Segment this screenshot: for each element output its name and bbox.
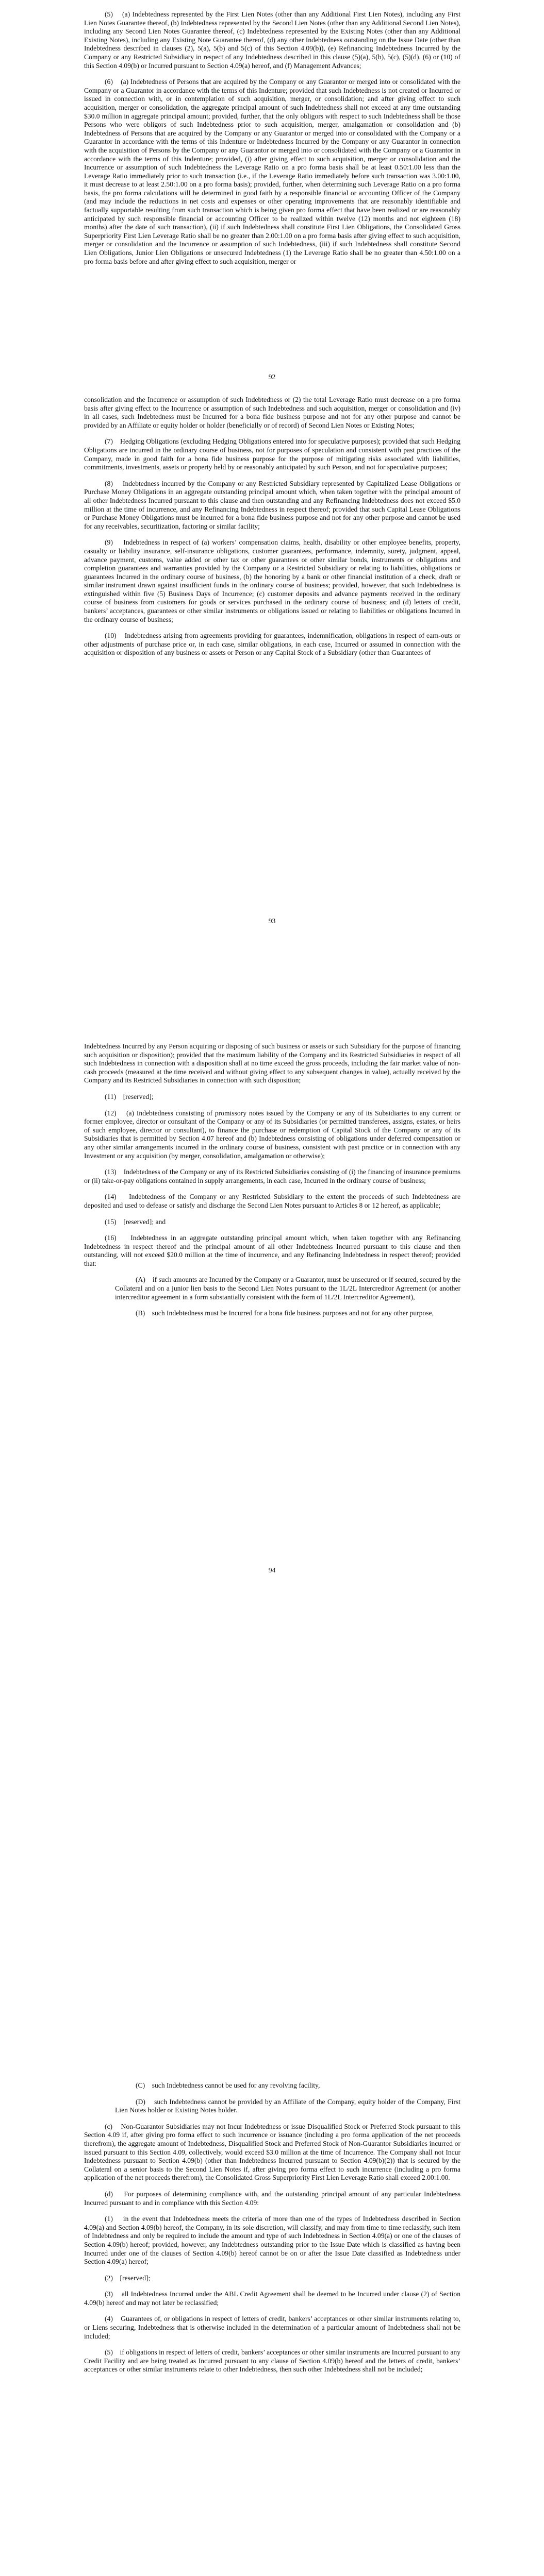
paragraph-d-2: (2) [reserved]; xyxy=(105,2274,151,2282)
paragraph-12: (12) (a) Indebtedness consisting of promissory notes issued by the Company or any of its Subsidiaries to any current or former employee, director or consultant of the Company or any of its Subsidiaries (or permitted transferees, assigns, estates, or heirs of such employee, director or consultant), to finance the purchase or redemption of Capital Stock of the Company or any of its Subsidiaries that is permitted by Section 4.07 hereof and (b) Indebtedness consisting of obligations under deferred compensation or any other similar arrangements incurred in the ordinary course of business, consistent with past practice or in connection with any Investment or any acquisition (by merger, consolidation, amalgamation or otherwise); xyxy=(84,1109,460,1160)
page-body xyxy=(84,396,460,665)
paragraph-9: (9) Indebtedness in respect of (a) workers’ compensation claims, health, disability or other employee benefits, property, casualty or liability insurance, self-insurance obligations, customer guarantees, performance, indemnity, surety, judgment, appeal, advance payment, customs, value added or other tax or other guarantees or other similar bonds, instruments or obligations and completion guarantees and warranties provided by the Company or a Restricted Subsidiary or relating to liabilities, obligations or guarantees Incurred in the ordinary course of business, (b) the honoring by a bank or other financial institution of a check, draft or similar instrument drawn against insufficient funds in the ordinary course of business; provided, however, that such Indebtedness is extinguished within five (5) Business Days of Incurrence; (c) customer deposits and advance payments received in the ordinary course of business from customers for goods or services purchased in the ordinary course of business; and (d) letters of credit, bankers’ acceptances, guarantees or other similar instruments or obligations issued or relating to liabilities or obligations Incurred in the ordinary course of business; xyxy=(84,538,460,623)
paragraph-10: (10) Indebtedness arising from agreements providing for guarantees, indemnification, obligations in respect of earn-outs or other adjustments of purchase price or, in each case, similar obligations, in each case, Incurred or assumed in connection with the acquisition or disposition of any business or assets or Person or any Capital Stock of a Subsidiary (other than Guarantees of xyxy=(84,632,460,657)
page-body xyxy=(84,1042,460,1326)
page-body xyxy=(84,10,460,274)
paragraph-7: (7) Hedging Obligations (excluding Hedging Obligations entered into for speculative purposes); provided that such Hedging Obligations are incurred in the ordinary course of business, not for purposes of speculation and consistent with past practices of the Company, made in good faith for a bona fide business purpose for the purpose of mitigating risks associated with liabilities, commitments, investments, assets or property held by or reasonably anticipated by such Person, and not for speculative purposes; xyxy=(84,437,460,471)
paragraph-d-1: (1) in the event that Indebtedness meets the criteria of more than one of the types of Indebtedness described in Section 4.09(a) and Section 4.09(b) hereof, the Company, in its sole discretion, will classify, and may from time to time reclassify, such item of Indebtedness and only be required to include the amount and type of such Indebtedness in Section 4.09(a) or one of the clauses of Section 4.09(b) hereof; provided, however, any Indebtedness outstanding prior to the Issue Date which is classified as having been Incurred under one of the clauses of Section 4.09(b) hereof cannot be on or after the Issue Date classified as Indebtedness under Section 4.09(a) hereof; xyxy=(84,2215,460,2266)
paragraph-6: (6) (a) Indebtedness of Persons that are acquired by the Company or any Guarantor or merged into or consolidated with the Company or a Guarantor in accordance with the terms of this Indenture; provided that such Indebtedness is not created or Incurred or issued in connection with, or in contemplation of such acquisition, merger, or consolidation; and after giving effect to such acquisition, merger or consolidation, the aggregate principal amount of such Indebtedness shall not exceed at any time outstanding $30.0 million in aggregate principal amount; provided, further, that the only obligors with respect to such Indebtedness shall be those Persons who were obligors of such Indebtedness prior to such acquisition, merger, amalgamation or consolidation and (b) Indebtedness of Persons that are acquired by the Company or any Guarantor or merged into or consolidated with the Company or a Guarantor in accordance with the terms of this Indenture or Indebtedness Incurred by the Company or any Guarantor in connection with the acquisition of Persons by the Company or any Guarantor or merged into or consolidated with the Company or a Guarantor in accordance with the terms of this Indenture; provided, (i) after giving effect to such acquisition, merger or consolidation and the Incurrence or assumption of such Indebtedness the Leverage Ratio on a pro forma basis shall be at least 0.50:1.00 less than the Leverage Ratio immediately prior to such transaction (i.e., if the Leverage Ratio immediately before such transaction was 3.00:1.00, it must decrease to at least 2.50:1.00 on a pro forma basis); provided, further, when determining such Leverage Ratio on a pro forma basis, the pro forma calculations will be determined in good faith by a responsible financial or accounting Officer of the Company (and may include the reductions in net costs and expenses or other operating improvements that are reasonably identifiable and factually supportable resulting from such transaction which is being given pro forma effect that have been realized or are reasonably anticipated by such responsible financial or accounting Officer to be realized within twelve (12) months and not eighteen (18) months) after the date of such transaction), (ii) if such Indebtedness shall constitute First Lien Obligations, the Consolidated Gross Superpriority First Lien Leverage Ratio shall be no greater than 2.00:1.00 on a pro forma basis after giving effect to such acquisition, merger or consolidation and the Incurrence or assumption of such Indebtedness, (iii) if such Indebtedness shall constitute Second Lien Obligations, Junior Lien Obligations or unsecured Indebtedness (1) the Leverage Ratio shall be no greater than 4.50:1.00 on a pro forma basis before and after giving effect to such acquisition, merger or xyxy=(84,78,460,265)
paragraph-6-continued: consolidation and the Incurrence or assumption of such Indebtedness or (2) the total Leverage Ratio must decrease on a pro forma basis after giving effect to the Incurrence or assumption of such Indebtedness and such acquisition, merger or consolidation and (iv) in all cases, such Indebtedness must be Incurred for a bona fide business purpose and not for any other purpose and cannot be provided by an Affiliate or equity holder or holder (beneficially or of record) of Second Lien Notes or Existing Notes; xyxy=(84,396,460,429)
paragraph-d: (d) For purposes of determining compliance with, and the outstanding principal amount of any particular Indebtedness Incurred pursuant to and in compliance with this Section 4.09: xyxy=(84,2190,460,2207)
paragraph-d-3: (3) all Indebtedness Incurred under the ABL Credit Agreement shall be deemed to be Incurred under clause (2) of Section 4.09(b) hereof and may not later be reclassified; xyxy=(84,2290,460,2307)
paragraph-15: (15) [reserved]; and xyxy=(105,1217,166,1226)
paragraph-13: (13) Indebtedness of the Company or any of its Restricted Subsidiaries consisting of (i) the financing of insurance premiums or (ii) take-or-pay obligations contained in supply arrangements, in each case, Incurred in the ordinary course of business; xyxy=(84,1168,460,1184)
paragraph-8: (8) Indebtedness incurred by the Company or any Restricted Subsidiary represented by Capitalized Lease Obligations or Purchase Money Obligations in an aggregate outstanding principal amount which, when taken together with the principal amount of all other Indebtedness Incurred pursuant to this clause and then outstanding and any Refinancing Indebtedness does not exceed $5.0 million at the time of incurrence, and any Refinancing Indebtedness in respect thereof; provided that such Capital Lease Obligations or Purchase Money Obligations must be incurred for a bona fide business purpose and not for any other purpose and cannot be used for any receivables, securitization, factoring or similar facility; xyxy=(84,479,460,530)
page-number: 92 xyxy=(268,373,276,381)
paragraph-11: (11) [reserved]; xyxy=(105,1092,154,1100)
paragraph-16: (16) Indebtedness in an aggregate outstanding principal amount which, when taken together with any Refinancing Indebtedness in respect thereof and the principal amount of all other Indebtedness Incurred pursuant to this clause and then outstanding, will not exceed $20.0 million at the time of incurrence, and any Refinancing Indebtedness in respect thereof; provided that: xyxy=(84,1234,460,1267)
paragraph-5: (5) (a) Indebtedness represented by the First Lien Notes (other than any Additional First Lien Notes), including any First Lien Notes Guarantee thereof, (b) Indebtedness represented by the Second Lien Notes (other than any Additional Second Lien Notes), including any Second Lien Notes Guarantee thereof, (c) Indebtedness represented by the Existing Notes (other than any Additional Existing Notes), including any Existing Note Guarantee thereof, (d) any other Indebtedness outstanding on the Issue Date (other than Indebtedness described in clauses (2), 5(a), 5(b) and 5(c) of this Section 4.09(b)), (e) Refinancing Indebtedness Incurred by the Company or any Restricted Subsidiary in respect of any Indebtedness described in this clause (5)(a), 5(b), 5(c), (5)(d), (6) or (10) of this Section 4.09(b) or Incurred pursuant to Section 4.09(a) hereof, and (f) Management Advances; xyxy=(84,10,460,70)
paragraph-16-d: (D) such Indebtedness cannot be provided by an Affiliate of the Company, equity holder of the Company, First Lien Notes holder or Existing Notes holder. xyxy=(115,2097,460,2114)
page-94 xyxy=(0,1041,544,1744)
paragraph-d-4: (4) Guarantees of, or obligations in respect of letters of credit, bankers’ acceptances or other similar instruments relating to, or Liens securing, Indebtedness that is otherwise included in the determination of a particular amount of Indebtedness shall not be included; xyxy=(84,2315,460,2340)
page-body xyxy=(84,2081,460,2382)
paragraph-16-b: (B) such Indebtedness must be Incurred for a bona fide business purposes and not for any other purpose, xyxy=(136,1309,434,1317)
paragraph-14: (14) Indebtedness of the Company or any Restricted Subsidiary to the extent the proceeds of such Indebtedness are deposited and used to defease or satisfy and discharge the Second Lien Notes pursuant to Articles 8 or 12 hereof, as applicable; xyxy=(84,1193,460,1209)
paragraph-d-5: (5) if obligations in respect of letters of credit, bankers’ acceptances or other similar instruments are Incurred pursuant to any Credit Facility and are being treated as Incurred pursuant to any clause of Section 4.09(b) hereof and the letters of credit, bankers’ acceptances or other similar instruments relate to other Indebtedness, then such other Indebtedness shall not be included; xyxy=(84,2348,460,2374)
paragraph-16-a: (A) if such amounts are Incurred by the Company or a Guarantor, must be unsecured or if secured, secured by the Collateral and on a junior lien basis to the Second Lien Notes pursuant to the 1L/2L Intercreditor Agreement (or another intercreditor agreement in a form substantially consistent with the form of 1L/2L Intercreditor Agreement), xyxy=(115,1276,460,1301)
page-95 xyxy=(0,2081,544,2576)
paragraph-16-c: (C) such Indebtedness cannot be used for any revolving facility, xyxy=(136,2081,320,2089)
page-number: 94 xyxy=(268,1566,276,1574)
paragraph-c: (c) Non-Guarantor Subsidiaries may not Incur Indebtedness or issue Disqualified Stock or Preferred Stock pursuant to this Section 4.09 if, after giving pro forma effect to such incurrence or issuance (including a pro forma application of the net proceeds therefrom), the aggregate amount of Indebtedness, Disqualified Stock and Preferred Stock of Non-Guarantor Subsidiaries incurred or issued pursuant to this Section 4.09, collectively, would exceed $3.0 million at the time of Incurrence. The Company shall not Incur Indebtedness pursuant to Section 4.09(b) (other than Indebtedness Incurred pursuant to Section 4.09(b)(2)) that is secured by the Collateral on a senior basis to the Second Lien Notes if, after giving pro forma effect to such incurrence (including a pro forma application of the net proceeds therefrom), the Consolidated Gross Superpriority First Lien Leverage Ratio shall exceed 2.00:1.00. xyxy=(84,2122,460,2182)
page-number: 93 xyxy=(268,917,276,925)
page-93 xyxy=(0,394,544,1097)
paragraph-10-continued: Indebtedness Incurred by any Person acquiring or disposing of such business or assets or such Subsidiary for the purpose of financing such acquisition or disposition); provided that the maximum liability of the Company and its Restricted Subsidiaries in respect of all such Indebtedness in connection with a disposition shall at no time exceed the gross proceeds, including the fair market value of non-cash proceeds (measured at the time received and without giving effect to any subsequent changes in value), actually received by the Company and its Restricted Subsidiaries in connection with such disposition; xyxy=(84,1042,460,1084)
